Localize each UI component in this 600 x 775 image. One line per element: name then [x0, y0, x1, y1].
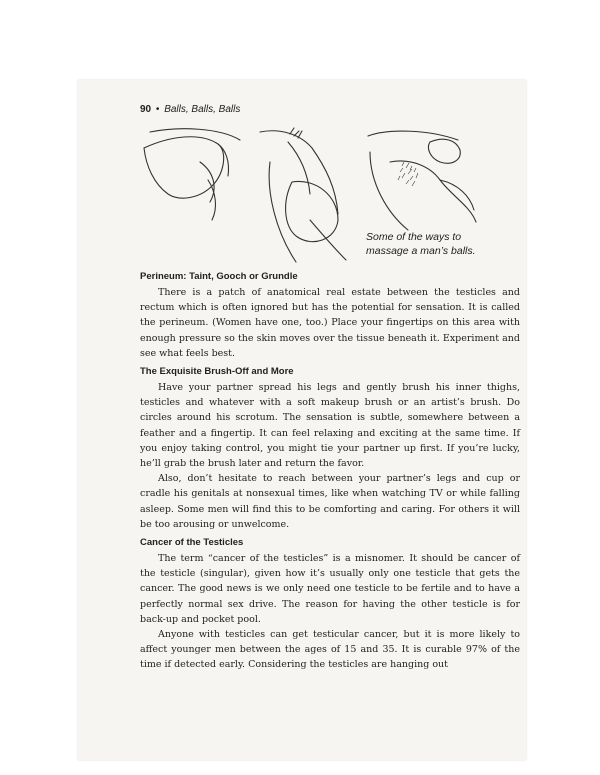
book-page	[78, 80, 526, 760]
header-separator: •	[155, 104, 160, 115]
page-body	[140, 270, 520, 673]
section-heading: The Exquisite Brush-Off and More	[140, 366, 294, 378]
section-heading: Perineum: Taint, Gooch or Grundle	[140, 271, 298, 282]
paragraph: Also, don’t hesitate to reach between your partner’s legs and cup or cradle his genitals at nonsexual times, like when watching TV or while falling asleep. Some men will find this to be comforting and caring. For others it will be too arousing or unwelcome.	[140, 473, 520, 530]
running-header	[140, 104, 240, 115]
paragraph: The term “cancer of the testicles” is a misnomer. It should be cancer of the testicle (singular), given how it’s usually only one testicle that gets the cancer. The good news is we only need one testicle to be fertile and to have a perfectly normal sex drive. The reason for having the other testicle is for back-up and pocket pool.	[140, 553, 520, 625]
page-number: 90	[140, 104, 152, 115]
paragraph: Have your partner spread his legs and gently brush his inner thighs, testicles and whatever with a soft makeup brush or an artist’s brush. Do circles around his scrotum. The sensation is subtle, somewhere between a feather and a fingertip. It can feel relaxing and exciting at the same time. If you enjoy taking control, you might tie your partner up first. If you’re lucky, he’ll grab the brush later and return the favor.	[140, 382, 520, 470]
paragraph: Anyone with testicles can get testicular cancer, but it is more likely to affect younger men between the ages of 15 and 35. It is curable 97% of the time if detected early. Considering the testicles are hanging out	[140, 629, 520, 671]
paragraph: There is a patch of anatomical real estate between the testicles and rectum which is often ignored but has the potential for sensation. It is called the perineum. (Women have one, too.) Place your fingertips on this area with enough pressure so the skin moves over the tissue beneath it. Experiment and see what feels best.	[140, 287, 520, 359]
figure-caption: Some of the ways to massage a man’s balls.	[366, 231, 476, 257]
section-heading: Cancer of the Testicles	[140, 537, 244, 549]
book-title: Balls, Balls, Balls	[164, 104, 241, 115]
